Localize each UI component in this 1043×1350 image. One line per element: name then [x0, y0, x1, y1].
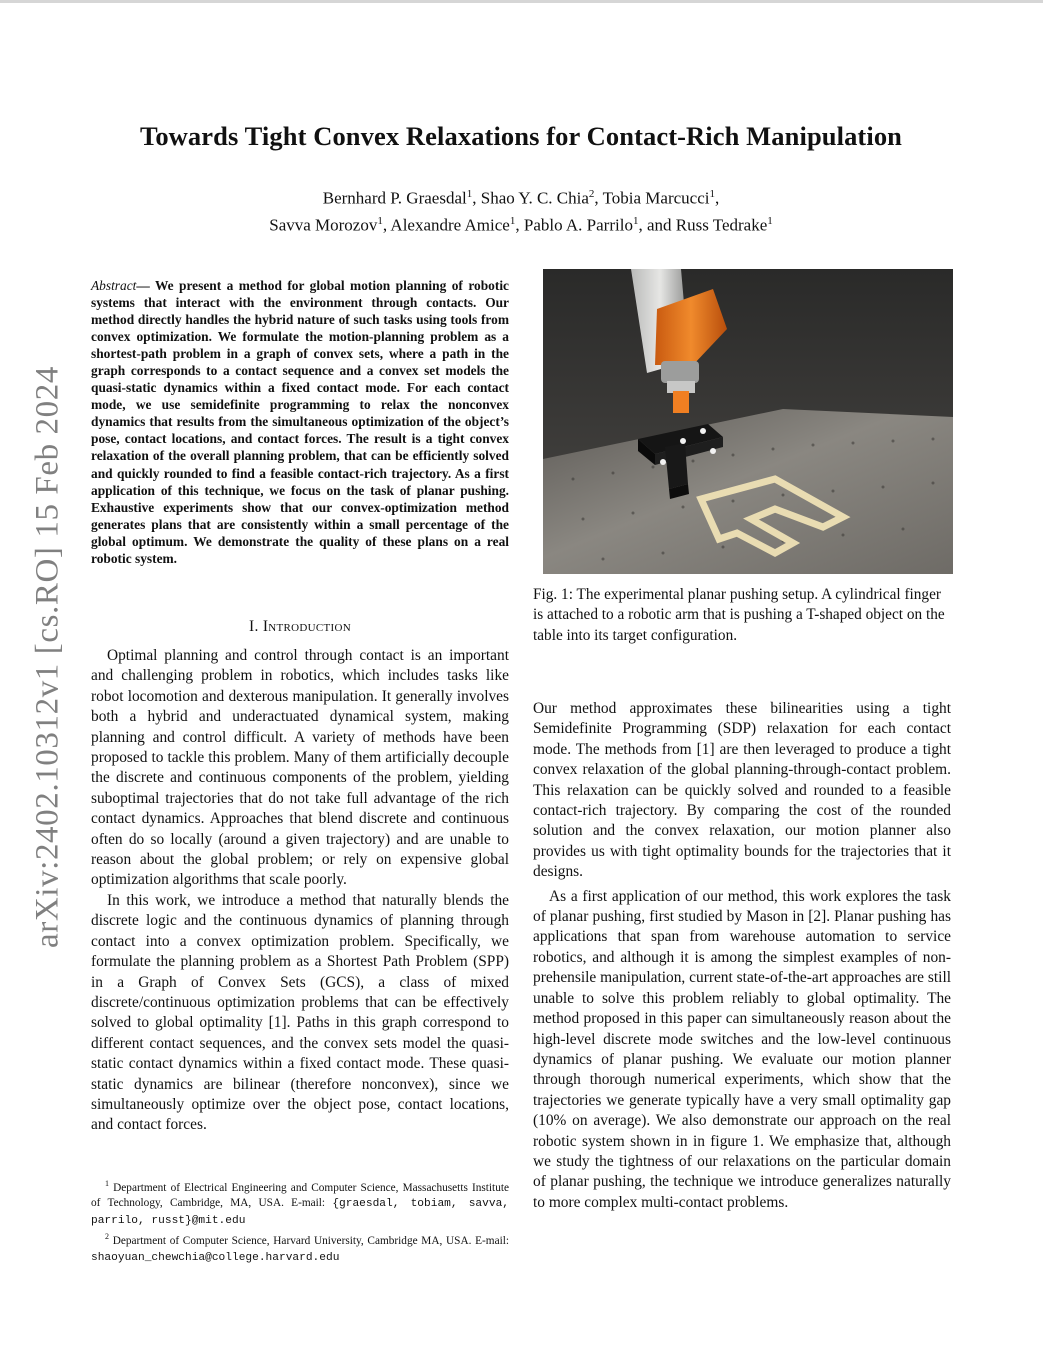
- abstract-label: Abstract: [91, 278, 137, 293]
- pusher-finger: [673, 391, 689, 413]
- author-name: Bernhard P. Graesdal: [322, 188, 467, 208]
- abstract-text: We present a method for global motion planning of robotic systems that interact with the environment through contacts. Our method directly handles the hybrid nature of such tasks using tools from convex optimization. We formulate the motion-planning problem as a shortest-path problem in a graph of convex sets, where a path in the graph corresponds to a contact sequence and a convex set models the quasi-static dynamics within a fixed contact mode. For each contact mode, we use semidefinite programming to relax the nonconvex dynamics that results from the simultaneous optimization of the object’s pose, contact locations, and contact forces. The result is a tight convex relaxation of the overall planning problem, that can be efficiently solved and quickly rounded to find a feasible contact-rich trajectory. As a first application of this technique, we focus on the task of planar pushing. Exhaustive experiments show that our convex-optimization method generates plans that are consistently within a small percentage of the global optimum. We demonstrate the quality of these plans on a real robotic system.: [91, 278, 509, 566]
- paragraph: As a first application of our method, this work explores the task of planar pushing, first studied by Mason in [2]. Planar pushing has applications that span from warehouse automation to service robotics, and although it is among the simplest examples of non-prehensile manipulation, current state-of-the-art approaches are still unable to solve this problem reliably to global optimality. The method proposed in this paper can simultaneously reason about the high-level discrete mode switches and the low-level continuous dynamics of planar pushing. We evaluate our motion planner through thorough numerical experiments, which show that the trajectories we generate typically have a very small optimality gap (10% on average). We also demonstrate our approach on the real robotic system shown in in figure 1. We emphasize that, although we study the tightness of our relaxations on the particular domain of planar pushing, the technique we introduce generalizes naturally to more complex multi-contact problems.: [533, 887, 951, 1211]
- section-number: I.: [248, 618, 259, 635]
- paragraph: In this work, we introduce a method that naturally blends the discrete logic and the continuous dynamics of planning through contact into a convex optimization problem. Specifically, we formulate the planning problem as a Shortest Path Problem (SPP) in a Graph of Convex Sets (GCS), a class of mixed discrete/continuous optimization problems that can be effectively solved to global optimality [1]. Paths in this graph correspond to different contact sequences, and the convex sets model the quasi-static contact dynamics within a fixed contact mode. These quasi-static dynamics are bilinear (therefore nonconvex), since we simultaneously optimize over the object pose, contact locations, and contact forces.: [91, 891, 509, 1134]
- section-heading-introduction: [91, 618, 509, 636]
- footnote-text: Department of Computer Science, Harvard University, Cambridge MA, USA. E-mail:: [112, 1235, 509, 1248]
- paragraph: Optimal planning and control through contact is an important and challenging problem in robotics, which includes tasks like robot locomotion and dexterous manipulation. It generally involves both a hybrid and underactuated dynamical system, making planning and control difficult. A variety of methods have been proposed to tackle this problem. Many of them artificially decouple the discrete and continuous components of the problem, yielding suboptimal trajectories that do not take full advantage of the rich contact dynamics. Approaches that blend discrete and continuous often do so locally (around a given trajectory) and are unable to reason about the global problem; or rely on expensive global optimization algorithms that scale poorly.: [91, 647, 509, 889]
- footnote-mark: 2: [105, 1232, 109, 1242]
- figure-1-caption: Fig. 1: The experimental planar pushing setup. A cylindrical finger is attached to a robotic arm that is pushing a T-shaped object on the table into its target configuration.: [533, 586, 945, 644]
- author-list: [100, 183, 942, 237]
- paragraph: Our method approximates these bilinearities using a tight Semidefinite Programming (SDP) relaxation for each contact mode. The methods from [1] are then leveraged to produce a tight convex relaxation of the global planning-through-contact problem. This relaxation can be quickly solved and rounded to a feasible contact-rich trajectory. By comparing the cost of the rounded solution and the convex relaxation, our motion planner also provides us with tight optimality bounds for the trajectories that it designs.: [533, 700, 951, 881]
- author-name: Russ Tedrake: [675, 215, 768, 235]
- author-affiliation-mark: 1: [767, 215, 773, 228]
- right-column-text: [533, 699, 951, 1213]
- abstract-dash: —: [136, 278, 150, 293]
- abstract: [91, 277, 509, 567]
- footnote-email[interactable]: shaoyuan_chewchia@college.harvard.edu: [91, 1251, 340, 1264]
- author-name: Alexandre Amice: [390, 215, 510, 235]
- arxiv-identifier[interactable]: arXiv:2402.10312v1 [cs.RO] 15 Feb 2024: [29, 366, 66, 948]
- footnotes: [91, 1176, 509, 1266]
- author-affiliation-mark: 1: [632, 215, 639, 228]
- author-line-1: Bernhard P. Graesdal$^1$, Shao Y. C. Chia$^2$, Tobia Marcucci$^1$,: [322, 188, 720, 208]
- footnote-text: Department of Electrical Engineering and Computer Science, Massachusetts Institute of Technology, Cambridge, MA, USA. E-mail:: [91, 1181, 509, 1210]
- author-name: Pablo A. Parrilo: [523, 215, 633, 235]
- author-name: Savva Morozov: [269, 215, 378, 235]
- section-title: Introduction: [262, 618, 352, 635]
- footnote-1: [91, 1176, 509, 1229]
- author-line-2: Savva Morozov$^1$, Alexandre Amice$^1$, Pablo A. Parrilo$^1$, and Russ Tedrake$^1$: [269, 215, 773, 235]
- figure-1-photo: [543, 269, 953, 574]
- author-affiliation-mark: 2: [588, 188, 595, 200]
- author-affiliation-mark: 1: [377, 215, 383, 228]
- author-affiliation-mark: 1: [466, 188, 473, 200]
- footnote-mark: 1: [105, 1179, 109, 1188]
- author-name: Shao Y. C. Chia: [480, 188, 589, 208]
- paper-title: Towards Tight Convex Relaxations for Contact-Rich Manipulation: [139, 121, 903, 151]
- author-connector: and: [646, 215, 672, 235]
- introduction-text: [91, 646, 509, 1136]
- author-affiliation-mark: 1: [709, 188, 715, 200]
- footnote-2: [91, 1229, 509, 1266]
- planar-pushing-setup-image: [543, 269, 953, 574]
- footnote-email[interactable]: {graesdal, tobiam, savva, parrilo, russt}@mit.edu: [91, 1198, 509, 1227]
- author-name: Tobia Marcucci: [602, 188, 710, 208]
- page-top-border: [0, 0, 1043, 3]
- author-affiliation-mark: 1: [509, 215, 516, 228]
